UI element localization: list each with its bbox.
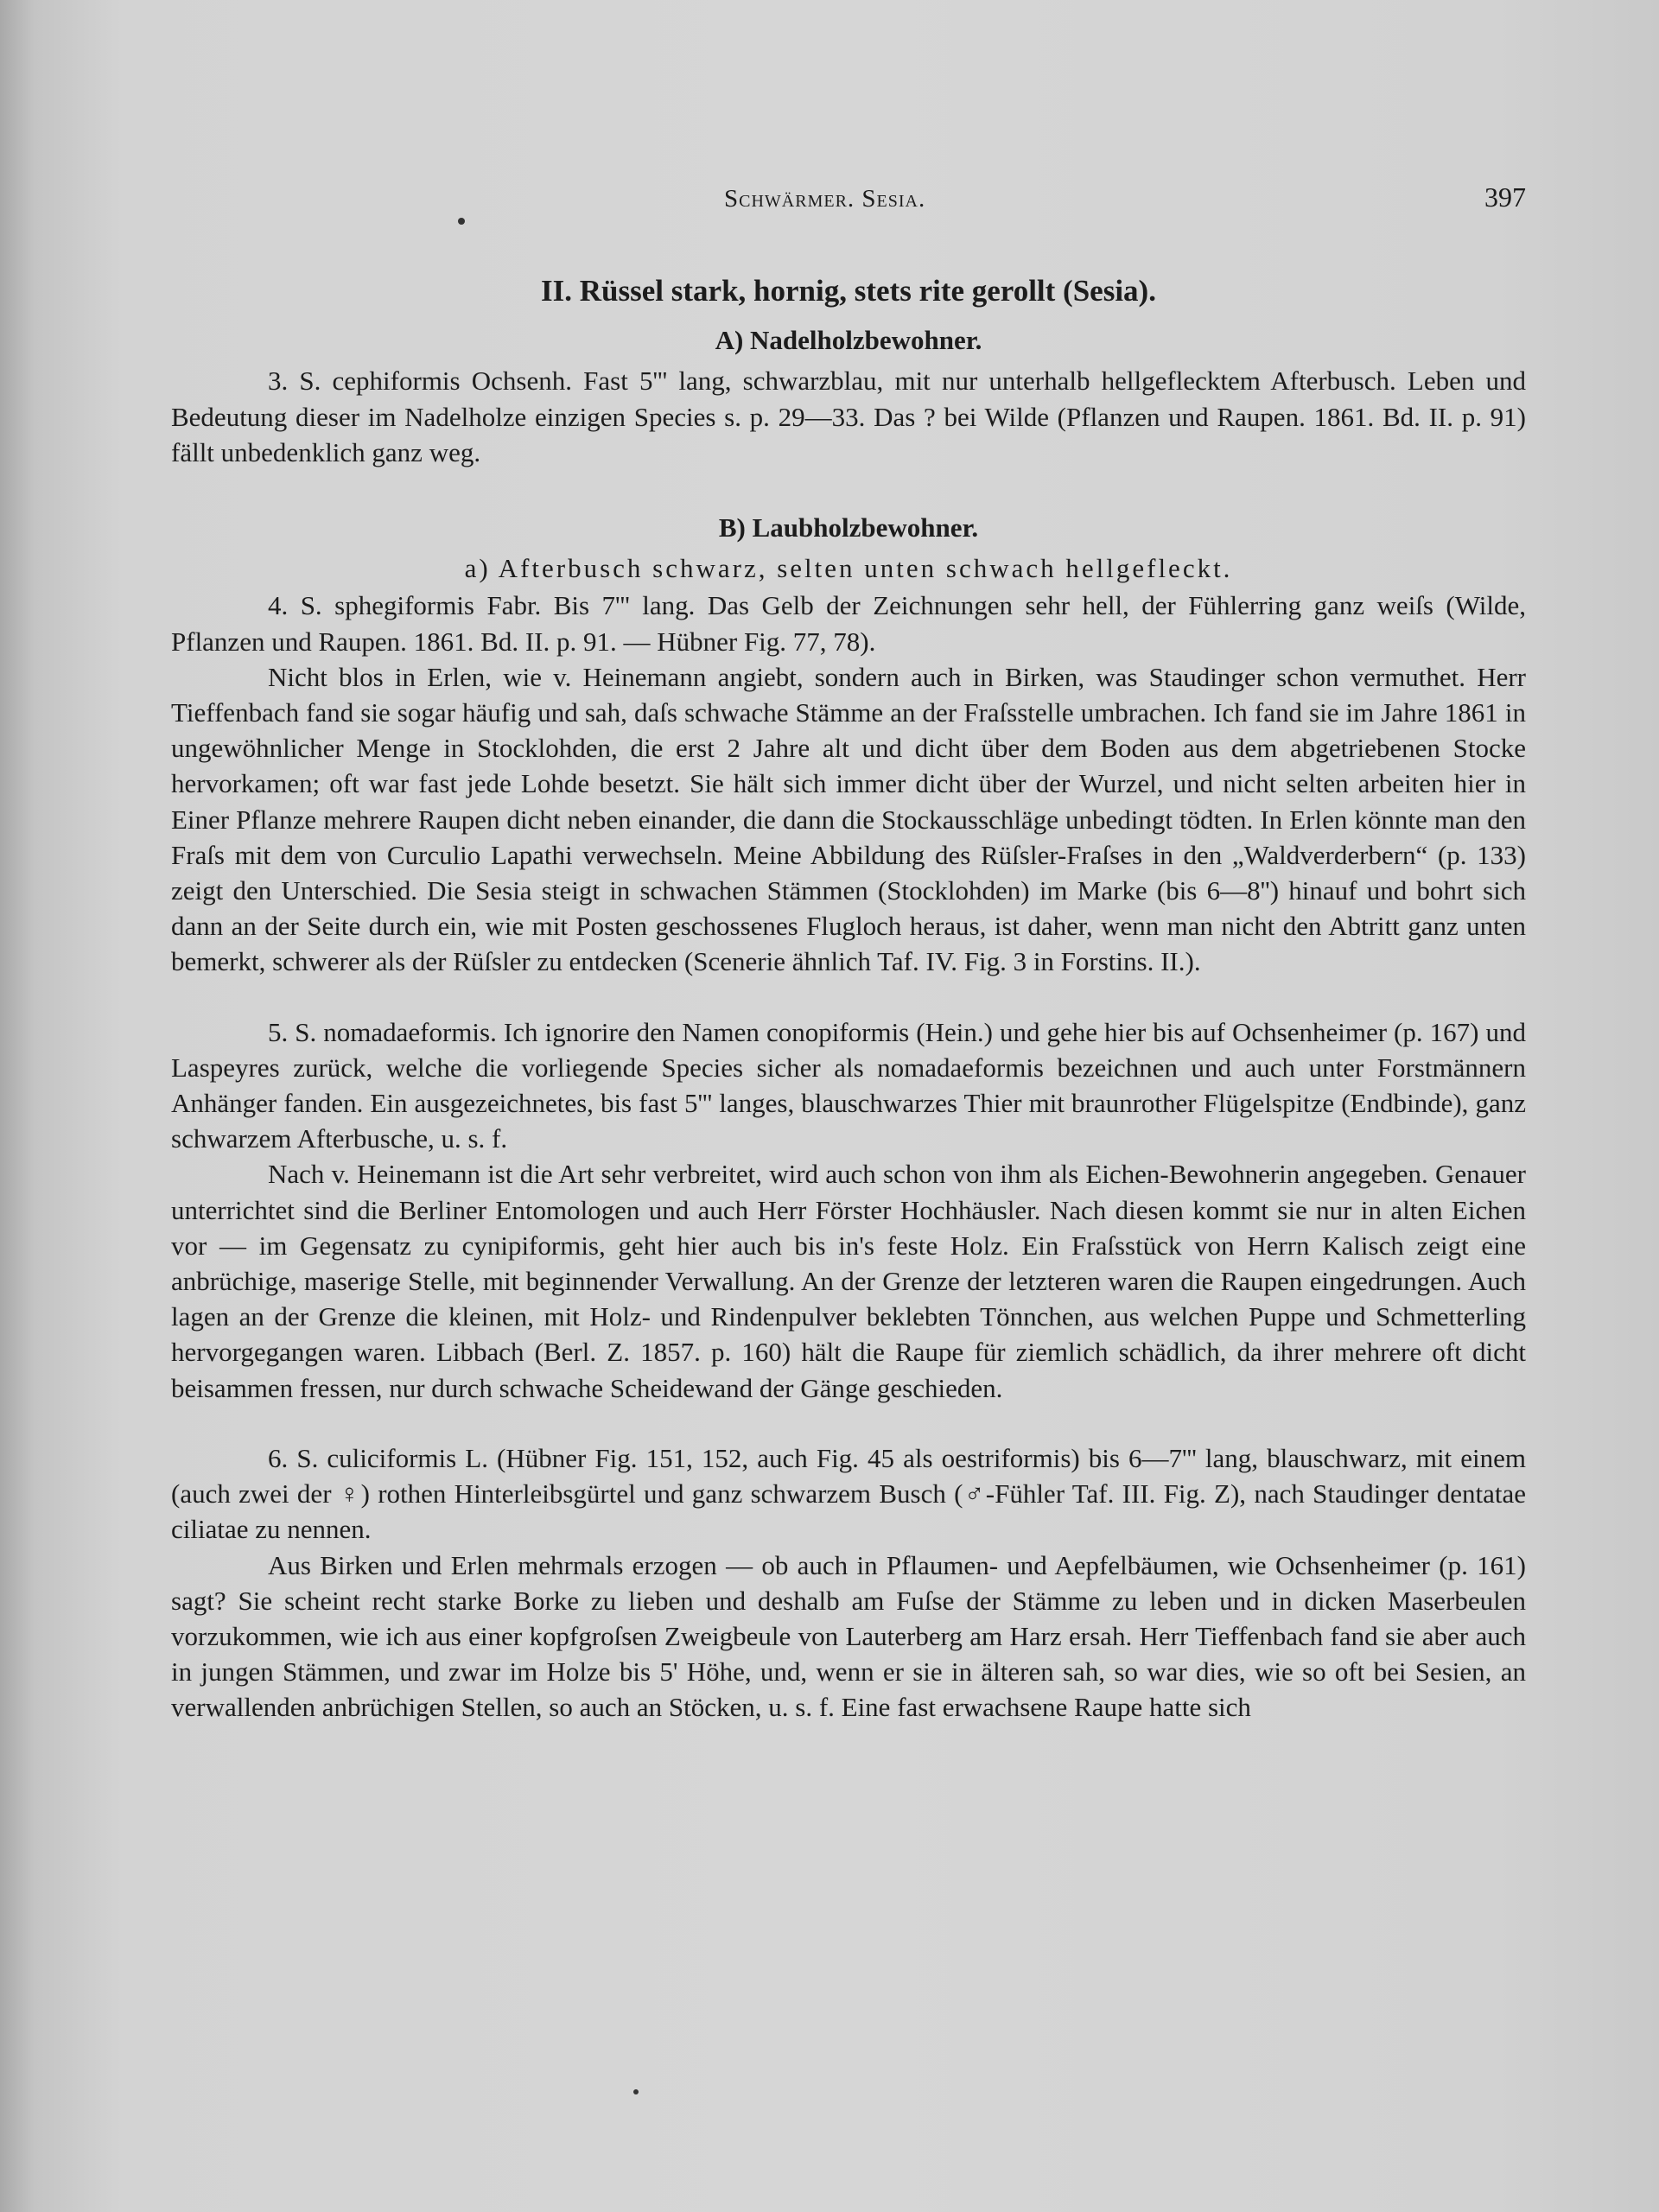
paragraph: 5. S. nomadaeformis. Ich ignorire den Namen conopiformis (Hein.) und gehe hier bis auf Ochsenheimer (p. 167) und Laspeyres zurück, welche die vorliegende Species sicher als nomadaeformis bezeichnen und auch unter Forstmännern Anhänger fanden. Ein ausgezeichnetes, bis fast 5''' langes, blauschwarzes Thier mit braunrother Flügelspitze (Endbinde), ganz schwarzem Afterbusche, u. s. f.	[171, 1016, 1526, 1154]
subsection-title-b: B) Laubholzbewohner.	[718, 512, 979, 543]
page-number: 397	[1484, 181, 1526, 213]
running-title: Schwärmer. Sesia.	[724, 185, 926, 213]
subsection-title-a: A) Nadelholzbewohner.	[715, 325, 982, 356]
subsubsection-title: a) Afterbusch schwarz, selten unten schwach hellgefleckt.	[464, 553, 1233, 584]
page-text	[171, 164, 1526, 1726]
paragraph: Aus Birken und Erlen mehrmals erzogen — ob auch in Pflaumen- und Aepfelbäumen, wie Ochsenheimer (p. 161) sagt? Sie scheint recht starke Borke zu lieben und deshalb am Fuſse der Stämme zu leben und in dicken Maserbeulen vorzukommen, wie ich aus einer kopfgroſsen Zweigbeule von Lauterberg am Harz ersah. Herr Tieffenbach fand sie aber auch in jungen Stämmen, und zwar im Holze bis 5' Höhe, und, wenn er sie in älteren sah, so war dies, wie so oft bei Sesien, an verwallenden anbrüchigen Stellen, so auch an Stöcken, u. s. f. Eine fast erwachsene Raupe hatte sich	[171, 1549, 1526, 1723]
ink-speck	[633, 2089, 639, 2094]
running-head	[171, 164, 1526, 225]
paragraph: 4. S. sphegiformis Fabr. Bis 7''' lang. Das Gelb der Zeichnungen sehr hell, der Fühlerring ganz weiſs (Wilde, Pflanzen und Raupen. 1861. Bd. II. p. 91. — Hübner Fig. 77, 78).	[171, 590, 1526, 657]
paragraph: Nicht blos in Erlen, wie v. Heinemann angiebt, sondern auch in Birken, was Staudinger schon vermuthet. Herr Tieffenbach fand sie sogar häufig und sah, daſs schwache Stämme an der Fraſsstelle umbrachen. Ich fand sie im Jahre 1861 in ungewöhnlicher Menge in Stocklohden, die erst 2 Jahre alt und dicht über dem Boden aus dem abgetriebenen Stocke hervorkamen; oft war fast jede Lohde besetzt. Sie hält sich immer dicht über der Wurzel, und nicht selten arbeiten hier in Einer Pflanze mehrere Raupen dicht neben einander, die dann die Stockausschläge unbedingt tödten. In Erlen könnte man den Fraſs mit dem von Curculio Lapathi verwechseln. Meine Abbildung des Rüſsler-Fraſses in den „Waldverderbern“ (p. 133) zeigt den Unterschied. Die Sesia steigt in schwachen Stämmen (Stocklohden) im Marke (bis 6—8'') hinauf und bohrt sich dann an der Seite durch ein, wie mit Posten geschossenes Flugloch heraus, ist daher, wenn man nicht den Abtritt ganz unten bemerkt, schwerer als der Rüſsler zu entdecken (Scenerie ähnlich Taf. IV. Fig. 3 in Forstins. II.).	[171, 661, 1526, 977]
section-title: II. Rüssel stark, hornig, stets rite gerollt (Sesia).	[541, 274, 1156, 308]
paragraph: 6. S. culiciformis L. (Hübner Fig. 151, 152, auch Fig. 45 als oestriformis) bis 6—7''' lang, blauschwarz, mit einem (auch zwei der ♀) rothen Hinterleibsgürtel und ganz schwarzem Busch (♂-Fühler Taf. III. Fig. Z), nach Staudinger dentatae ciliatae zu nennen.	[171, 1442, 1526, 1545]
paragraph: Nach v. Heinemann ist die Art sehr verbreitet, wird auch schon von ihm als Eichen-Bewohnerin angegeben. Genauer unterrichtet sind die Berliner Entomologen und auch Herr Förster Hochhäusler. Nach diesen kommt sie nur in alten Eichen vor — im Gegensatz zu cynipiformis, geht hier auch bis in's feste Holz. Ein Fraſsstück von Herrn Kalisch zeigt eine anbrüchige, maserige Stelle, mit beginnender Verwallung. An der Grenze der letzteren waren die Raupen eingedrungen. Auch lagen an der Grenze die kleinen, mit Holz- und Rindenpulver beklebten Tönnchen, aus welchen Puppe und Schmetterling hervorgegangen waren. Libbach (Berl. Z. 1857. p. 160) hält die Raupe für ziemlich schädlich, da ihrer mehrere oft dicht beisammen fressen, nur durch schwache Scheidewand der Gänge geschieden.	[171, 1159, 1526, 1403]
paragraph: 3. S. cephiformis Ochsenh. Fast 5''' lang, schwarzblau, mit nur unterhalb hellgeflecktem Afterbusch. Leben und Bedeutung dieser im Nadelholze einzigen Species s. p. 29—33. Das ? bei Wilde (Pflanzen und Raupen. 1861. Bd. II. p. 91) fällt unbedenklich ganz weg.	[171, 365, 1526, 467]
